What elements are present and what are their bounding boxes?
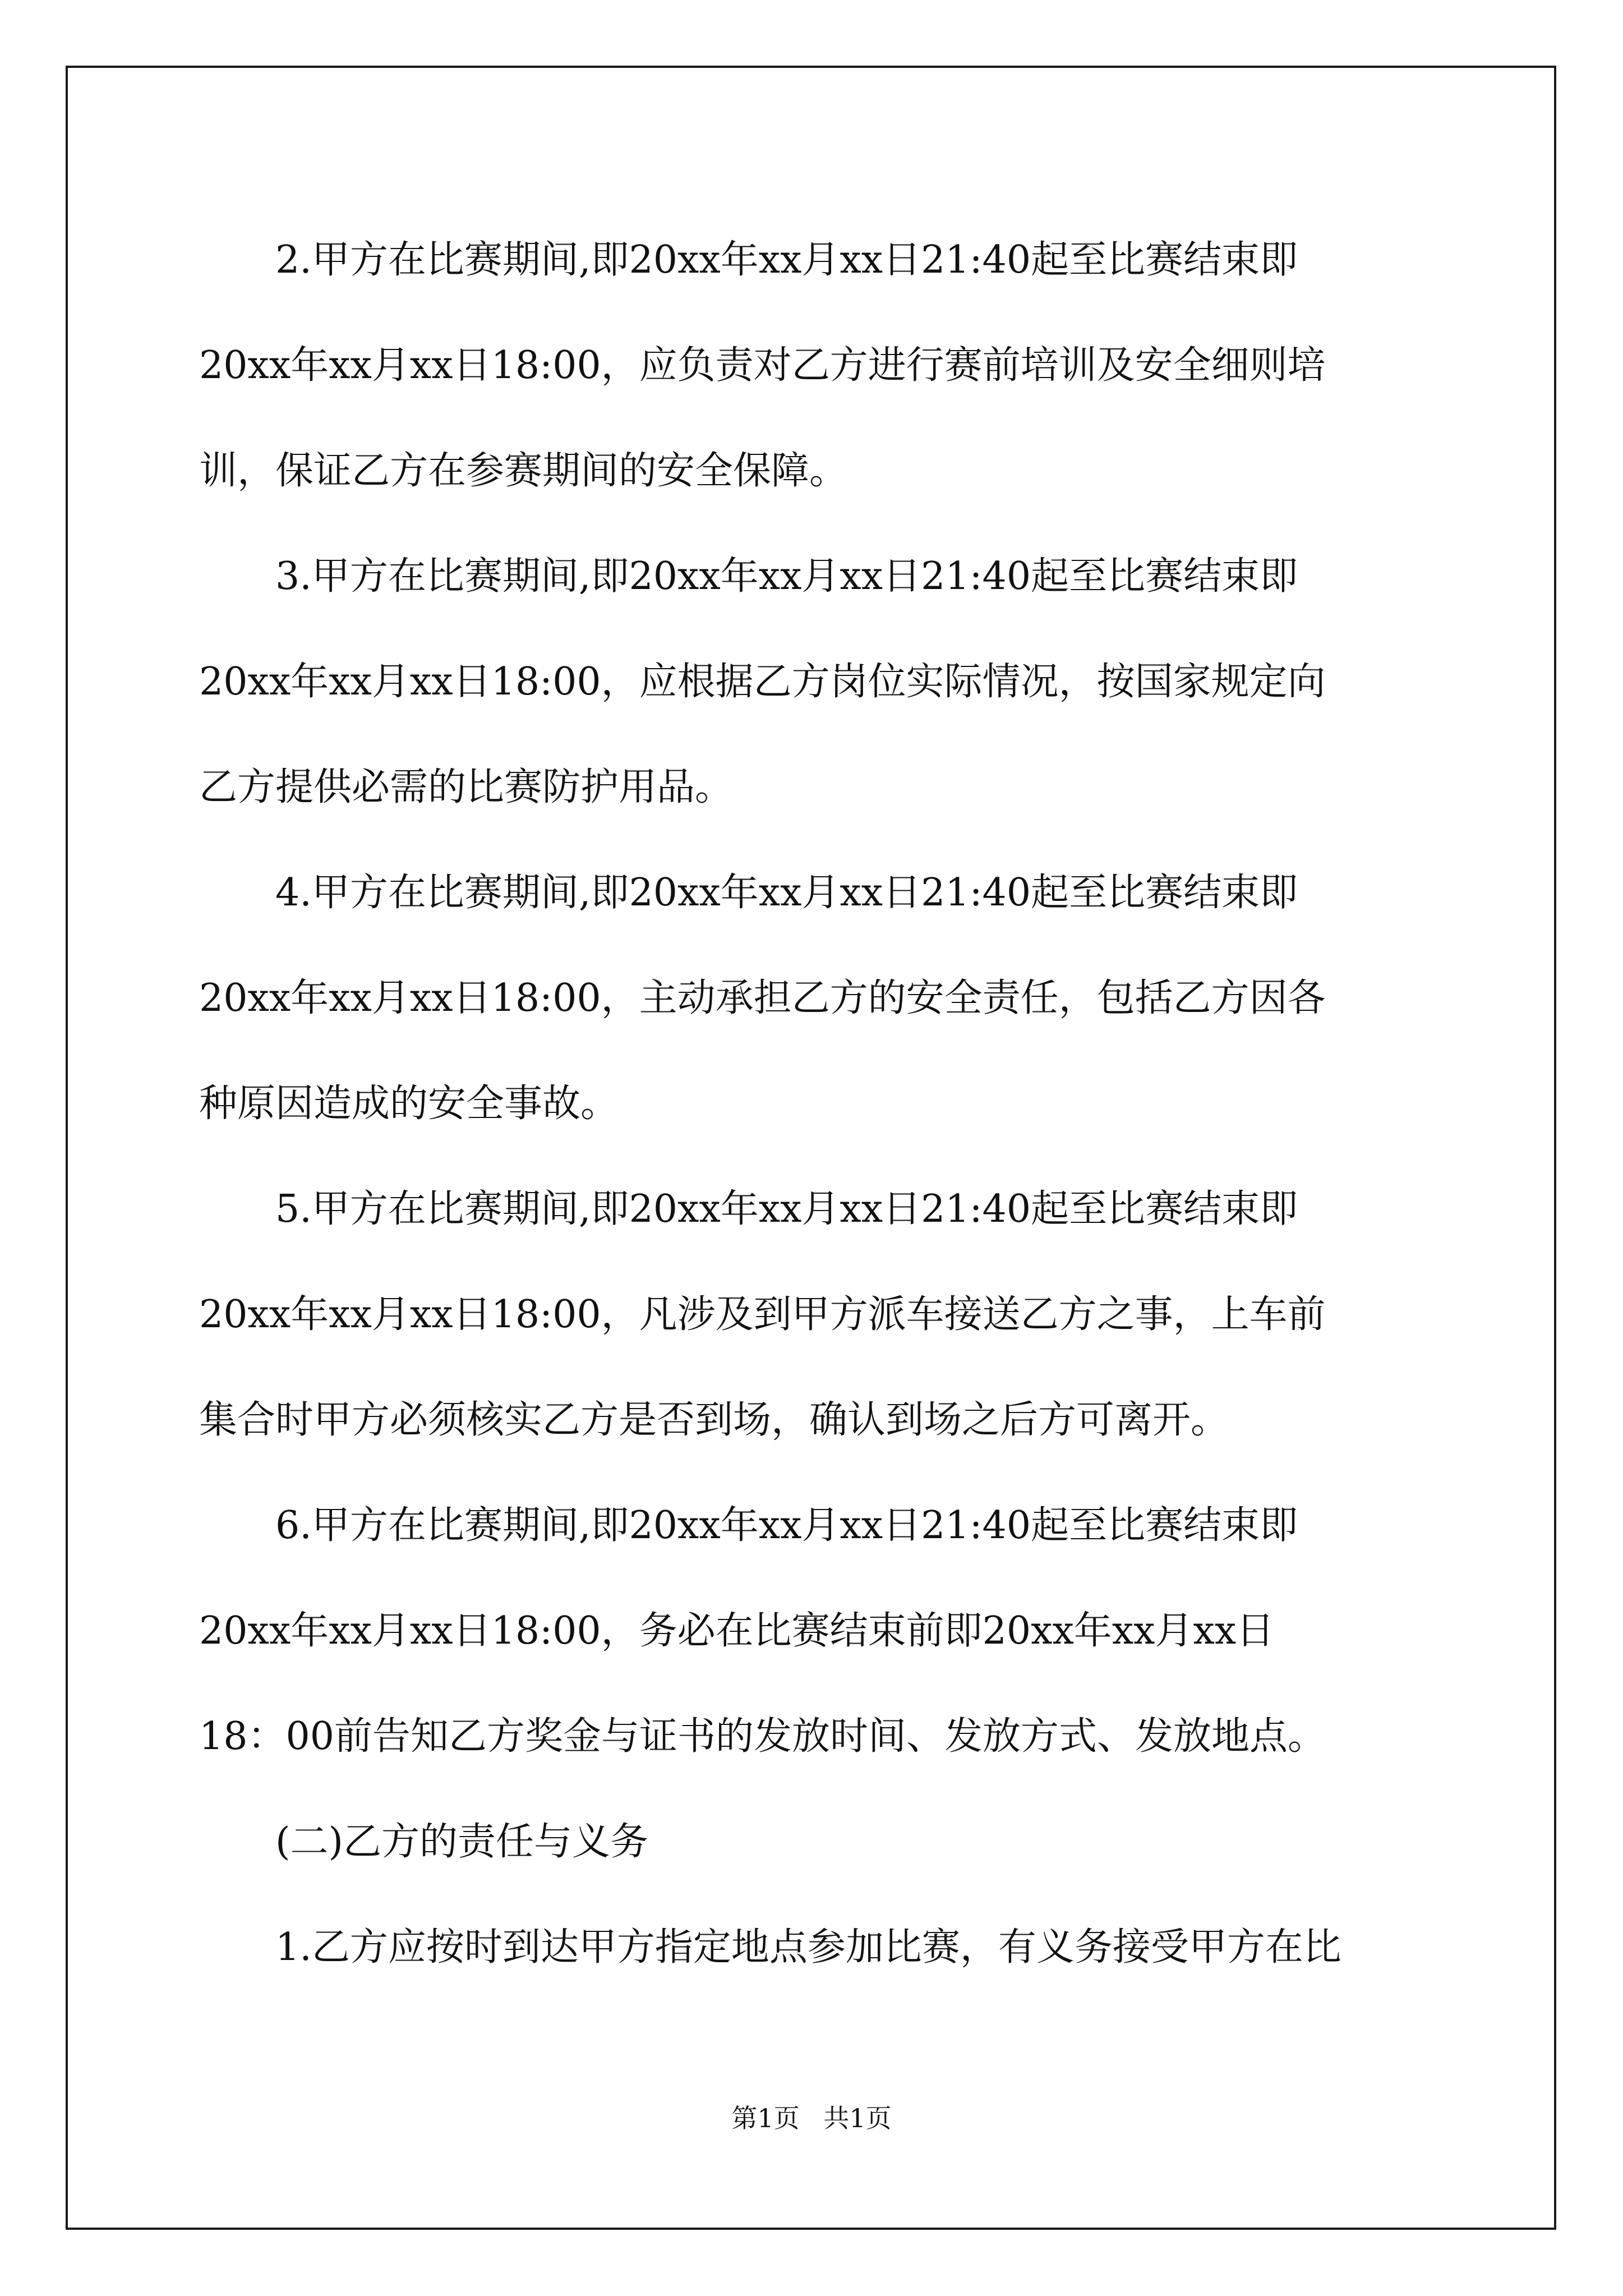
- text-line: 乙方提供必需的比赛防护用品。: [199, 765, 734, 809]
- clause-a5: [199, 1157, 1433, 1473]
- document-body: [199, 208, 1433, 2000]
- clause-a6: [199, 1473, 1433, 1789]
- clause-a2: [199, 208, 1433, 524]
- page-total: 共1页: [823, 2103, 892, 2133]
- clause-a4: [199, 840, 1433, 1157]
- text-line: 6.甲方在比赛期间,即20xx年xx月xx日21:40起至比赛结束即: [275, 1503, 1298, 1548]
- text-line: 18：00前告知乙方奖金与证书的发放时间、发放方式、发放地点。: [199, 1714, 1326, 1759]
- text-line: 1.乙方应按时到达甲方指定地点参加比赛，有义务接受甲方在比: [275, 1925, 1341, 1970]
- section-heading: (二)乙方的责任与义务: [275, 1820, 649, 1864]
- page-number: 第1页: [731, 2103, 800, 2133]
- text-line: 2.甲方在比赛期间,即20xx年xx月xx日21:40起至比赛结束即: [275, 238, 1298, 282]
- text-line: 种原因造成的安全事故。: [199, 1082, 619, 1126]
- text-line: 5.甲方在比赛期间,即20xx年xx月xx日21:40起至比赛结束即: [275, 1187, 1298, 1231]
- clause-b1: [199, 1895, 1433, 2000]
- text-line: 20xx年xx月xx日18:00，主动承担乙方的安全责任，包括乙方因各: [199, 976, 1326, 1020]
- text-line: 4.甲方在比赛期间,即20xx年xx月xx日21:40起至比赛结束即: [275, 871, 1298, 915]
- text-line: 20xx年xx月xx日18:00，凡涉及到甲方派车接送乙方之事，上车前: [199, 1292, 1326, 1337]
- section-b-heading: [199, 1789, 1433, 1895]
- text-line: 训，保证乙方在参赛期间的安全保障。: [199, 449, 848, 493]
- text-line: 20xx年xx月xx日18:00，应根据乙方岗位实际情况，按国家规定向: [199, 660, 1326, 704]
- page-footer: [0, 2101, 1623, 2135]
- clause-a3: [199, 524, 1433, 840]
- text-line: 3.甲方在比赛期间,即20xx年xx月xx日21:40起至比赛结束即: [275, 554, 1298, 599]
- text-line: 集合时甲方必须核实乙方是否到场，确认到场之后方可离开。: [199, 1398, 1229, 1442]
- text-line: 20xx年xx月xx日18:00，应负责对乙方进行赛前培训及安全细则培: [199, 343, 1326, 388]
- text-line: 20xx年xx月xx日18:00，务必在比赛结束前即20xx年xx月xx日: [199, 1609, 1275, 1653]
